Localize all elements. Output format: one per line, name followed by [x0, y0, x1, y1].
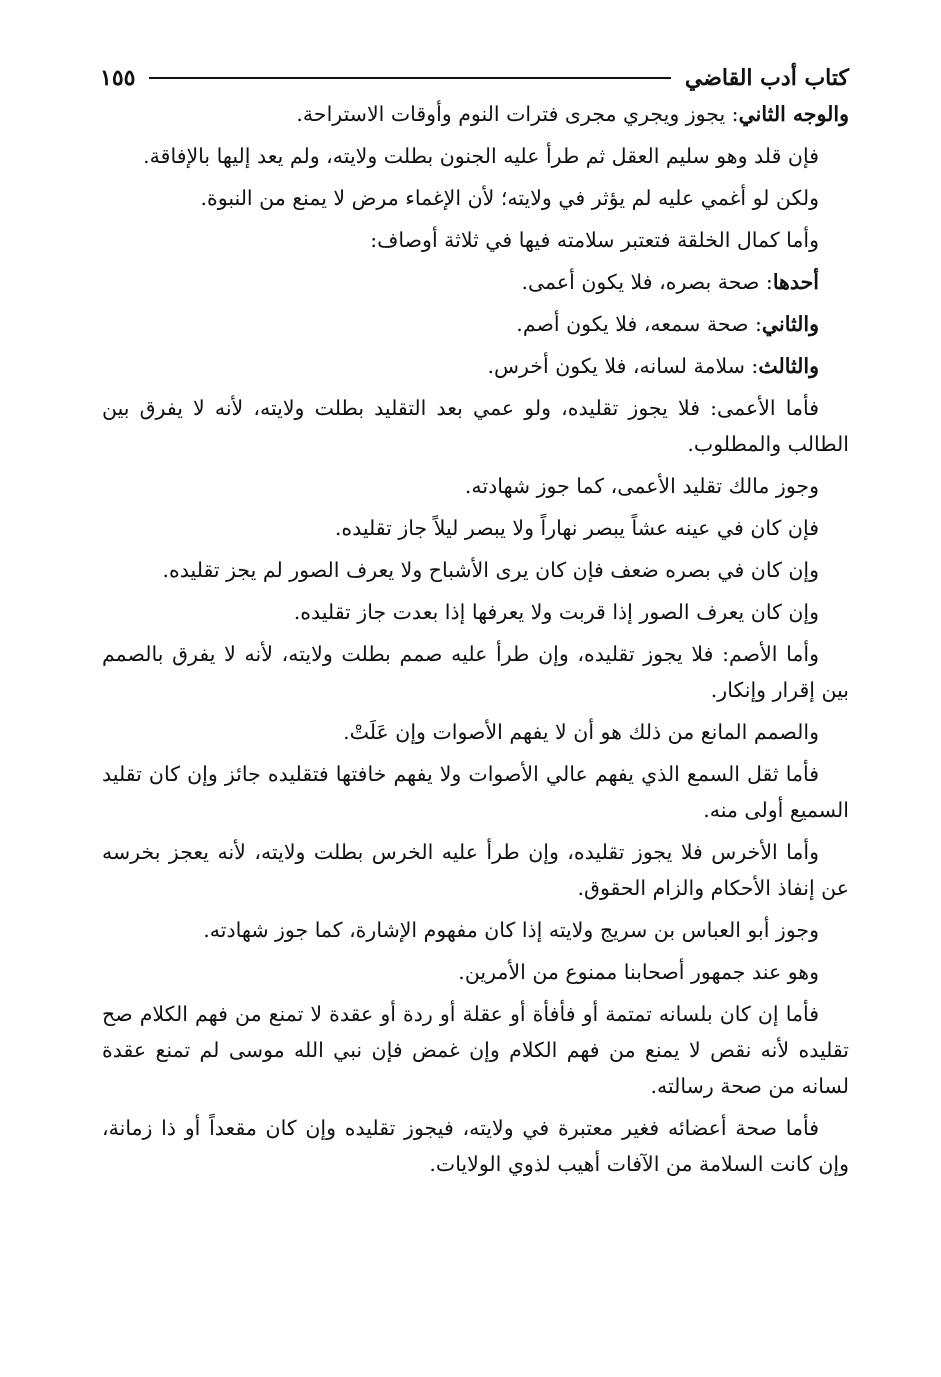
- paragraph: [102, 96, 849, 132]
- paragraph-text: فإن قلد وهو سليم العقل ثم طرأ عليه الجنون بطلت ولايته، ولم يعد إليها بالإفاقة.: [143, 144, 819, 168]
- paragraph-text: وأما الأصم: فلا يجوز تقليده، وإن طرأ عليه صمم بطلت ولايته، لأنه لا يفرق بالصمم بين إقرار وإنكار.: [102, 642, 849, 702]
- paragraph: [102, 306, 849, 342]
- paragraph: [102, 1110, 849, 1182]
- paragraph: [102, 468, 849, 504]
- paragraph: [102, 912, 849, 948]
- paragraph: [102, 180, 849, 216]
- paragraph-text: فأما الأعمى: فلا يجوز تقليده، ولو عمي بعد التقليد بطلت ولايته، لأنه لا يفرق بين الطالب والمطلوب.: [102, 396, 849, 456]
- paragraph-text: وأما الأخرس فلا يجوز تقليده، وإن طرأ عليه الخرس بطلت ولايته، لأنه يعجز بخرسه عن إنفاذ الأحكام والزام الحقوق.: [102, 840, 849, 900]
- body-text: [102, 96, 849, 1188]
- paragraph: [102, 594, 849, 630]
- paragraph-text: : صحة بصره، فلا يكون أعمى.: [521, 270, 773, 294]
- paragraph: [102, 756, 849, 828]
- paragraph-text: والصمم المانع من ذلك هو أن لا يفهم الأصوات وإن عَلَتْ.: [343, 720, 819, 744]
- paragraph: [102, 834, 849, 906]
- paragraph-text: : يجوز ويجري مجرى فترات النوم وأوقات الاستراحة.: [296, 102, 739, 126]
- paragraph: [102, 390, 849, 462]
- paragraph-lead: والثاني: [761, 312, 819, 336]
- paragraph-text: وجوز مالك تقليد الأعمى، كما جوز شهادته.: [464, 474, 819, 498]
- header-rule: [149, 77, 670, 79]
- paragraph: [102, 552, 849, 588]
- paragraph-lead: والوجه الثاني: [738, 102, 849, 126]
- paragraph-text: وهو عند جمهور أصحابنا ممنوع من الأمرين.: [458, 960, 819, 984]
- paragraph: [102, 138, 849, 174]
- paragraph-text: : صحة سمعه، فلا يكون أصم.: [516, 312, 762, 336]
- paragraph: [102, 348, 849, 384]
- paragraph-text: وإن كان يعرف الصور إذا قربت ولا يعرفها إذا بعدت جاز تقليده.: [293, 600, 819, 624]
- running-title: كتاب أدب القاضي: [684, 65, 849, 91]
- page-header: [100, 58, 849, 98]
- paragraph-text: وإن كان في بصره ضعف فإن كان يرى الأشباح ولا يعرف الصور لم يجز تقليده.: [162, 558, 819, 582]
- paragraph: [102, 636, 849, 708]
- paragraph-lead: أحدها: [772, 270, 819, 294]
- paragraph-text: ولكن لو أغمي عليه لم يؤثر في ولايته؛ لأن الإغماء مرض لا يمنع من النبوة.: [200, 186, 819, 210]
- paragraph: [102, 996, 849, 1104]
- paragraph: [102, 714, 849, 750]
- paragraph-text: فإن كان في عينه عشاً يبصر نهاراً ولا يبصر ليلاً جاز تقليده.: [334, 516, 819, 540]
- page-number: ١٥٥: [100, 65, 136, 91]
- paragraph: [102, 222, 849, 258]
- paragraph-text: فأما إن كان بلسانه تمتمة أو فأفأة أو عقلة أو ردة أو عقدة لا تمنع من فهم الكلام صح تقليده لأنه نقص لا يمنع من فهم الكلام وإن غمض فإن نبي الله موسى لم تمنع عقدة لسانه من صحة رسالته.: [102, 1002, 849, 1098]
- paragraph-lead: والثالث: [758, 354, 819, 378]
- paragraph-text: فأما ثقل السمع الذي يفهم عالي الأصوات ولا يفهم خافتها فتقليده جائز وإن كان تقليد السميع أولى منه.: [102, 762, 849, 822]
- paragraph: [102, 264, 849, 300]
- paragraph-text: وأما كمال الخلقة فتعتبر سلامته فيها في ثلاثة أوصاف:: [370, 228, 819, 252]
- paragraph-text: فأما صحة أعضائه فغير معتبرة في ولايته، فيجوز تقليده وإن كان مقعداً أو ذا زمانة، وإن كانت السلامة من الآفات أهيب لذوي الولايات.: [102, 1116, 849, 1176]
- paragraph-text: : سلامة لسانه، فلا يكون أخرس.: [487, 354, 759, 378]
- paragraph: [102, 510, 849, 546]
- paragraph: [102, 954, 849, 990]
- paragraph-text: وجوز أبو العباس بن سريج ولايته إذا كان مفهوم الإشارة، كما جوز شهادته.: [203, 918, 819, 942]
